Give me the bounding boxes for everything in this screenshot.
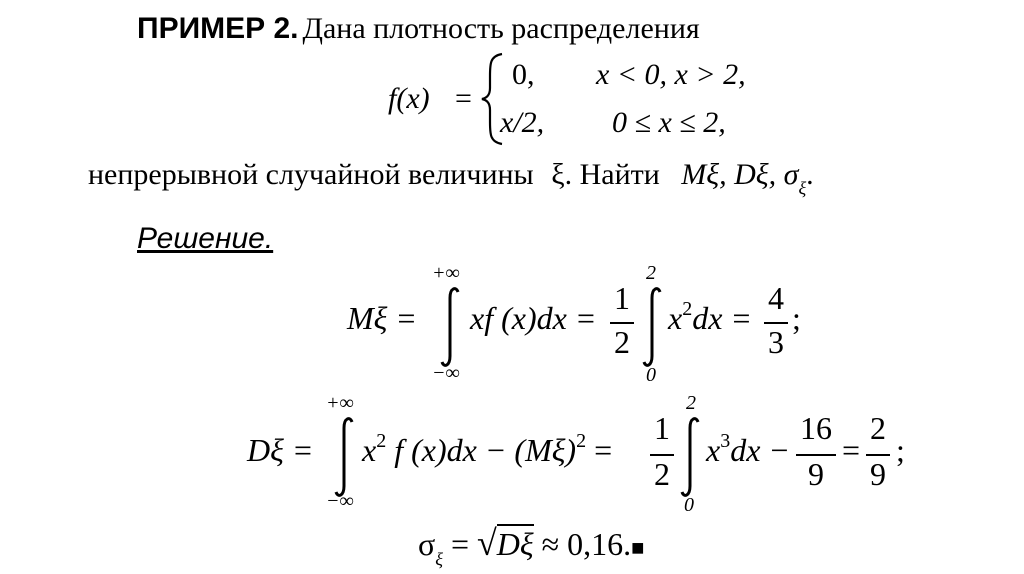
mean-int2-upper: 2 [646,262,656,284]
integral-sign-icon [676,416,704,498]
variance-square: 2 [576,430,587,452]
problem-title-line [137,12,700,46]
mean-result-den: 3 [768,324,784,360]
mean-result-num: 4 [768,280,784,316]
variance-frac1-den: 2 [654,456,670,492]
problem-intro: Дана плотность распределения [302,12,700,45]
mean-end: ; [792,300,801,336]
case2-value: x/2, [500,106,545,139]
variance-integrand2-tail: dx − [730,432,790,468]
find-text: . Найти [564,158,660,191]
sigma-line [418,522,645,569]
mean-frac1-num: 1 [614,280,630,316]
sigma-symbol: σ [418,526,436,562]
variance-integrand1-x: x [362,432,377,468]
variance-frac2-num: 16 [800,410,832,446]
density-equals: = [455,82,472,115]
variance-equals2: = [842,432,861,468]
sigma-radicand: Dξ [496,526,534,562]
variance-integrand1-tail: f (x)dx − (Mξ) [394,432,577,468]
case1-value: 0, [512,58,535,91]
sqrt-sign-icon: √ [477,523,497,563]
variance-result-den: 9 [870,456,886,492]
sigma-subscript: ξ [435,549,443,569]
sigma-equals: = [450,526,470,562]
variance-integrand2-pow: 3 [720,430,731,452]
mean-int1-lower: −∞ [432,362,460,384]
xi-symbol: ξ [551,158,565,191]
case2-condition: 0 ≤ x ≤ 2, [612,106,726,139]
targets-subscript: ξ [798,178,807,198]
mean-frac1-den: 2 [614,324,630,360]
variance-int2-lower: 0 [684,494,694,516]
final-period: . [806,158,814,191]
case1-condition: x < 0, x > 2, [596,58,746,91]
variance-integrand2 [706,432,790,469]
mean-integrand1: xf (x)dx = [470,300,597,336]
integral-sign-icon [436,286,464,368]
variance-int1-upper: +∞ [326,392,354,414]
variance-frac1-num: 1 [654,410,670,446]
mean-integrand2-x: x [668,300,683,336]
variance-int2-upper: 2 [686,392,696,414]
variance-integrand1-pow: 2 [376,430,387,452]
density-function-name: f(x) [388,82,430,115]
targets: Mξ, Dξ, σ [681,158,799,191]
integral-sign-icon [330,416,358,498]
mean-int1-upper: +∞ [432,262,460,284]
mean-integrand2 [668,300,752,337]
mean-lhs: Mξ = [347,300,417,336]
mean-integrand2-pow: 2 [682,298,693,320]
problem-question-line [88,158,814,198]
sigma-approx: ≈ 0,16. [541,526,632,562]
question-text: непрерывной случайной величины [88,158,534,191]
variance-equals: = [594,432,613,468]
variance-integrand1 [362,432,612,469]
mean-int2-lower: 0 [646,364,656,386]
integral-sign-icon [638,286,666,368]
variance-lhs: Dξ = [247,432,314,468]
qed-square-icon: ■ [631,535,645,560]
variance-frac2-den: 9 [808,456,824,492]
problem-label: ПРИМЕР 2. [137,12,299,45]
solution-heading: Решение. [137,222,274,255]
variance-end: ; [896,432,905,468]
variance-integrand2-x: x [706,432,721,468]
variance-result-num: 2 [870,410,886,446]
mean-integrand2-tail: dx = [692,300,752,336]
variance-int1-lower: −∞ [326,490,354,512]
